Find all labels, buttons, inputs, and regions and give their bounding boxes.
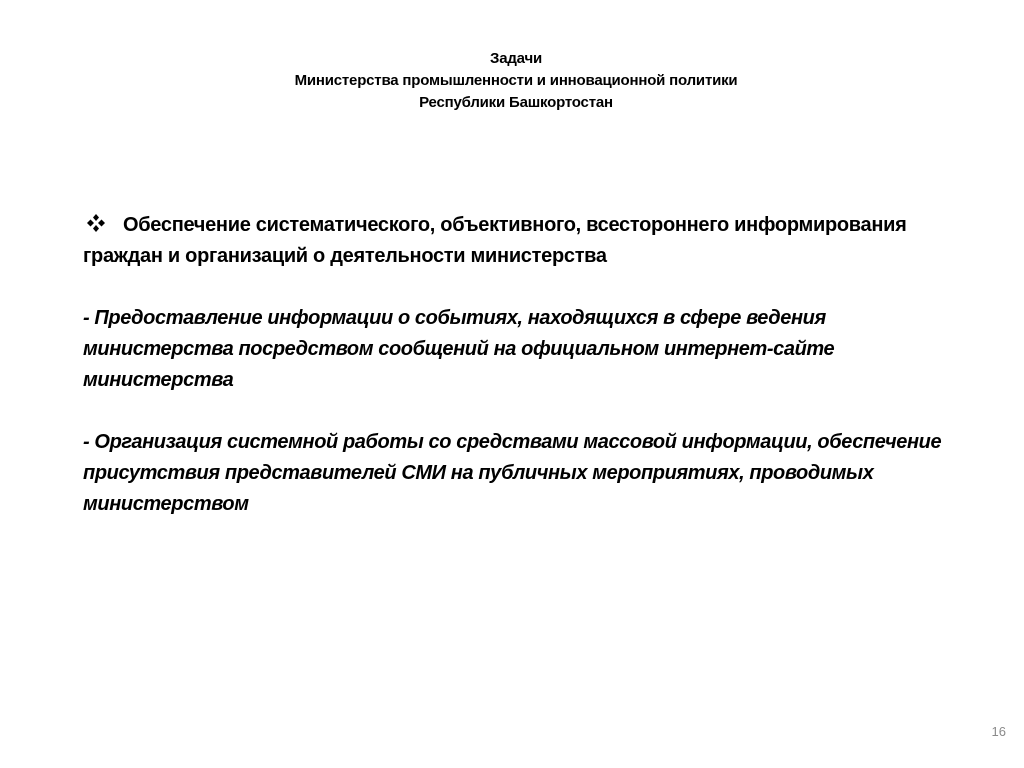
main-point-text: Обеспечение систематического, объективного, всестороннего информирования граждан и организаций о деятельности министерства	[83, 214, 907, 267]
title-line-1: Задачи	[490, 50, 542, 67]
slide-title	[200, 48, 832, 114]
title-line-3: Республики Башкортостан	[419, 94, 613, 111]
title-line-2: Министерства промышленности и инновационной политики	[294, 72, 738, 89]
sub-point-2: - Организация системной работы со средствами массовой информации, обеспечение присутствия представителей СМИ на публичных мероприятиях, проводимых министерством	[83, 431, 942, 515]
slide-content	[83, 210, 953, 520]
diamond-cluster-bullet-icon	[83, 213, 113, 233]
main-bullet-point	[83, 210, 953, 272]
sub-point-1: - Предоставление информации о событиях, находящихся в сфере ведения министерства посредством сообщений на официальном интернет-сайте министерства	[83, 307, 835, 391]
page-number: 16	[991, 724, 1006, 739]
